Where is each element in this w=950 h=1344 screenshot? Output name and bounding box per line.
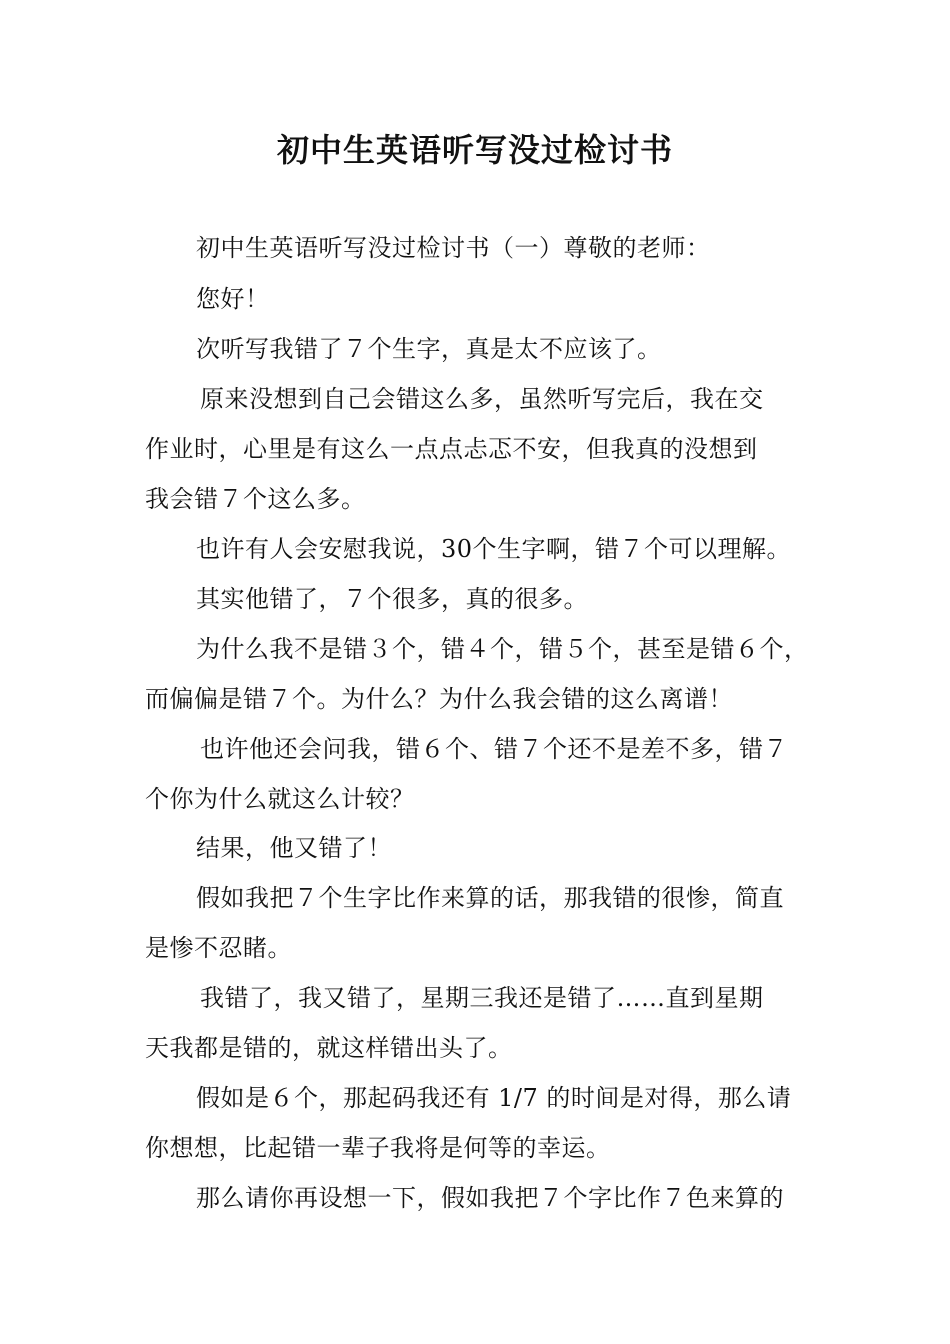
paragraph-line: 是惨不忍睹。: [145, 934, 292, 962]
paragraph-line: 假如是６个，那起码我还有 1/7 的时间是对得，那么请: [196, 1084, 792, 1112]
paragraph-line: 其实他错了，７个很多，真的很多。: [196, 585, 588, 613]
paragraph-line: 也许他还会问我，错６个、错７个还不是差不多，错７: [200, 735, 788, 763]
paragraph-line: 次听写我错了７个生字，真是太不应该了。: [196, 335, 662, 363]
paragraph-line: 假如我把７个生字比作来算的话，那我错的很惨，简直: [196, 884, 784, 912]
paragraph-line: 而偏偏是错７个。为什么？为什么我会错的这么离谱！: [145, 685, 733, 713]
paragraph-line: 您好！: [196, 285, 270, 313]
paragraph-line: 初中生英语听写没过检讨书（一）尊敬的老师：: [196, 234, 711, 262]
paragraph-line: 天我都是错的，就这样错出头了。: [145, 1034, 513, 1062]
paragraph-line: 你想想，比起错一辈子我将是何等的幸运。: [145, 1134, 611, 1162]
paragraph-line: 也许有人会安慰我说，30个生字啊，错７个可以理解。: [196, 535, 792, 563]
paragraph-line: 结果，他又错了！: [196, 834, 392, 862]
paragraph-line: 我错了，我又错了，星期三我还是错了……直到星期: [200, 984, 764, 1012]
paragraph-line: 作业时，心里是有这么一点点忐忑不安，但我真的没想到: [145, 435, 758, 463]
paragraph-line: 个你为什么就这么计较？: [145, 785, 415, 813]
document-title: 初中生英语听写没过检讨书: [276, 131, 673, 169]
paragraph-line: 原来没想到自己会错这么多，虽然听写完后，我在交: [200, 385, 764, 413]
paragraph-line: 那么请你再设想一下，假如我把７个字比作７色来算的: [196, 1184, 784, 1212]
paragraph-line: 为什么我不是错３个，错４个，错５个，甚至是错６个，: [196, 635, 809, 663]
paragraph-line: 我会错７个这么多。: [145, 485, 366, 513]
